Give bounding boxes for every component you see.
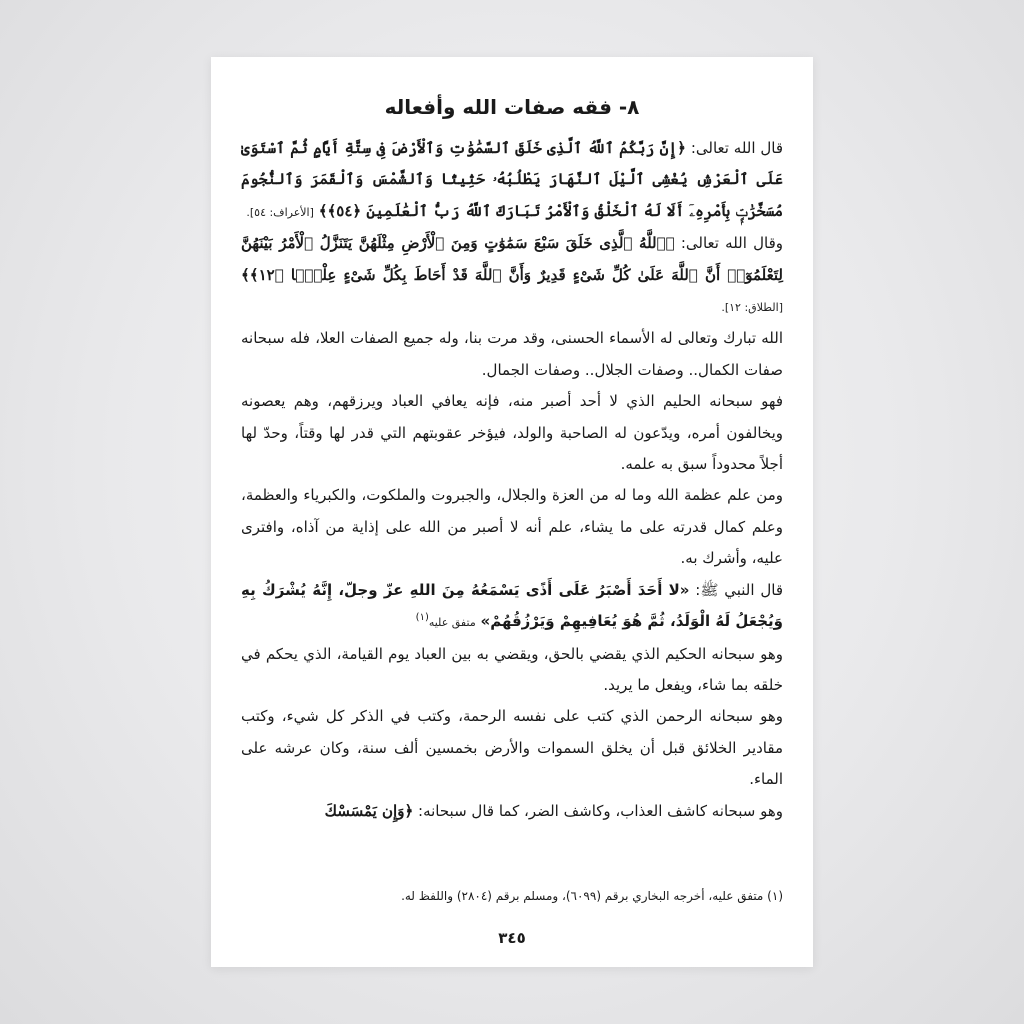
quran-verse: ﴿وَإِن يَمْسَسْكَ bbox=[324, 801, 414, 820]
footnote-marker[interactable]: (١) bbox=[415, 612, 429, 624]
paragraph-text: وهو سبحانه الحكيم الذي يقضي بالحق، ويقضي به بين العباد يوم القيامة، الذي يحكم في خلقه بما شاء، ويفعل ما يريد. bbox=[241, 644, 783, 694]
footnote: (١) متفق عليه، أخرجه البخاري برقم (٦٠٩٩)، ومسلم برقم (٢٨٠٤) واللفظ له. bbox=[401, 889, 783, 903]
paragraph-hadith bbox=[241, 575, 783, 639]
hadith-text: «لا أَحَدَ أَصْبَرُ عَلَى أَذًى يَسْمَعُهُ مِنَ اللهِ عزّ وجلّ، إِنَّهُ يُشْرَكُ بِهِ وَيُجْعَلُ لَهُ الْوَلَدُ، ثُمَّ هُوَ يُعَافِيهِمْ وَيَرْزُقُهُمْ» bbox=[241, 580, 783, 631]
paragraph-ayah-araf bbox=[241, 133, 783, 228]
quran-verse: ﴿ٱللَّهُ ٱلَّذِى خَلَقَ سَبْعَ سَمَٰوَٰتٍ وَمِنَ ٱلْأَرْضِ مِثْلَهُنَّ يَتَنَزَّلُ ٱلْأَمْرُ بَيْنَهُنَّ لِتَعْلَمُوٓا۟ أَنَّ ٱللَّهَ عَلَىٰ كُلِّ شَىْءٍ قَدِيرٌ وَأَنَّ ٱللَّهَ قَدْ أَحَاطَ بِكُلِّ شَىْءٍ عِلْمًۢا ﴿١٢﴾﴾ bbox=[241, 234, 783, 284]
intro-text: قال النبي ﷺ: bbox=[689, 580, 783, 599]
paragraph-text: فهو سبحانه الحليم الذي لا أحد أصبر منه، فإنه يعافي العباد ويرزقهم، وهم يعصونه ويخالفون أمره، ويدّعون له الصاحبة والولد، فيؤخر عقوبتهم التي قدر لها وقتاً، وحدّ لها أجلاً محدوداً سبق به علمه. bbox=[241, 392, 783, 474]
chapter-title: ٨- فقه صفات الله وأفعاله bbox=[384, 95, 640, 119]
page-body bbox=[241, 133, 783, 827]
paragraph-text: ومن علم عظمة الله وما له من العزة والجلال، والجبروت والملكوت، والكبرياء والعظمة، وعلم كمال قدرته على ما يشاء، علم أنه لا أصبر من الله على إذاية من آذاه، وافترى عليه، وأشرك به. bbox=[241, 486, 783, 568]
page-number: ٣٤٥ bbox=[498, 929, 526, 947]
book-page bbox=[211, 57, 813, 967]
verse-reference: [الأعراف: ٥٤]. bbox=[246, 205, 314, 219]
paragraph-text: الله تبارك وتعالى له الأسماء الحسنى، وقد مرت بنا، وله جميع الصفات العلا، فله سبحانه صفات الكمال.. وصفات الجلال.. وصفات الجمال. bbox=[241, 329, 783, 379]
verse-reference: [الطلاق: ١٢]. bbox=[721, 301, 783, 315]
intro-text: وهو سبحانه كاشف العذاب، وكاشف الضر، كما قال سبحانه: bbox=[413, 801, 783, 820]
paragraph-ayah-partial bbox=[241, 796, 783, 827]
intro-text: وقال الله تعالى: bbox=[674, 234, 783, 253]
hadith-reference: متفق عليه bbox=[428, 616, 476, 630]
quran-verse: ﴿إِنَّ رَبَّكُمُ ٱللَّهُ ٱلَّذِى خَلَقَ ٱلسَّمَٰوَٰتِ وَٱلْأَرْضَ فِى سِتَّةِ أَيَّامٍ ثُمَّ ٱسْتَوَىٰ عَلَى ٱلْعَرْشِ يُغْشِى ٱلَّيْلَ ٱلنَّهَارَ يَطْلُبُهُۥ حَثِيثًا وَٱلشَّمْسَ وَٱلْقَمَرَ وَٱلنُّجُومَ مُسَخَّرَٰتٍۭ بِأَمْرِهِۦٓ أَلَا لَهُ ٱلْخَلْقُ وَٱلْأَمْرُ تَبَارَكَ ٱللَّهُ رَبُّ ٱلْعَٰلَمِينَ ﴿٥٤﴾﴾ bbox=[241, 139, 783, 220]
intro-text: قال الله تعالى: bbox=[685, 139, 784, 157]
paragraph-text: وهو سبحانه الرحمن الذي كتب على نفسه الرحمة، وكتب في الذكر كل شيء، وكتب مقادير الخلائق قبل أن يخلق السموات والأرض بخمسين ألف سنة، وكان عرشه على الماء. bbox=[241, 707, 783, 789]
paragraph-ayah-talaq bbox=[241, 228, 783, 323]
